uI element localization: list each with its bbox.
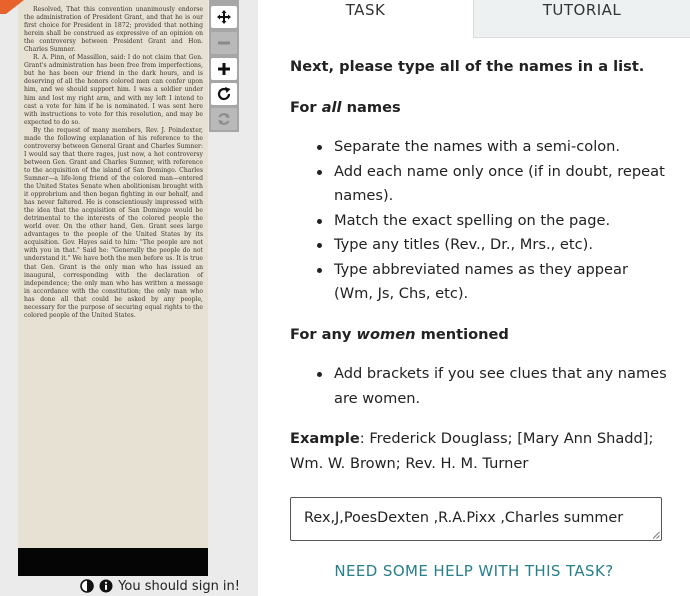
all-names-rules [290, 135, 670, 307]
viewer-footer [0, 576, 258, 596]
list-item: Type any titles (Rev., Dr., Mrs., etc). [290, 233, 670, 258]
contrast-icon[interactable] [80, 579, 94, 593]
women-heading-em: women [356, 325, 416, 343]
list-item: Add brackets if you see clues that any names are women. [290, 362, 670, 411]
minus-icon [216, 35, 232, 51]
task-instructions [290, 55, 670, 476]
task-panel [258, 0, 690, 596]
rotate-button[interactable] [211, 83, 237, 105]
zoom-in-button[interactable] [211, 58, 237, 80]
zoom-out-button[interactable] [211, 32, 237, 54]
tab-tutorial[interactable]: TUTORIAL [474, 0, 690, 38]
scan-bottom-edge [18, 548, 208, 576]
all-names-heading-pre: For [290, 98, 322, 116]
example-label: Example [290, 430, 360, 447]
all-names-heading-em: all [321, 98, 342, 116]
names-input[interactable] [290, 497, 662, 541]
scan-paragraph: Resolved, That this convention unanimously endorse the administration of President Grant, and that he is our first choice for President in 1872; provided that nothing herein shall be construed as expressive of an opinion on the controversy between President Grant and Hon. Charles Sumner. [24, 6, 203, 54]
women-heading [290, 323, 670, 348]
help-link[interactable]: NEED SOME HELP WITH THIS TASK? [334, 562, 614, 580]
women-heading-post: mentioned [415, 325, 509, 343]
names-input-value: Rex,J,PoesDexten ,R.A.Pixx ,Charles summer [304, 510, 624, 526]
example-text: : Frederick Douglass; [Mary Ann Shadd]; Wm. W. Brown; Rev. H. M. Turner [290, 430, 654, 472]
scan-text [18, 0, 208, 320]
tab-task[interactable]: TASK [258, 0, 474, 38]
plus-icon [216, 61, 232, 77]
all-names-heading [290, 96, 670, 121]
resize-grip-icon[interactable] [652, 531, 660, 539]
move-arrows-icon [216, 9, 232, 25]
sign-in-prompt[interactable]: You should sign in! [118, 578, 240, 594]
list-item: Match the exact spelling on the page. [290, 209, 670, 234]
task-question: Next, please type all of the names in a list. [290, 58, 645, 75]
women-heading-pre: For any [290, 325, 357, 343]
newspaper-scan[interactable] [18, 0, 208, 548]
list-item: Separate the names with a semi-colon. [290, 135, 670, 160]
all-names-heading-post: names [341, 98, 401, 116]
tab-bar [258, 0, 690, 38]
women-rules [290, 362, 670, 411]
list-item: Add each name only once (if in doubt, repeat names). [290, 160, 670, 209]
reset-button[interactable] [211, 108, 237, 130]
scan-paragraph: By the request of many members, Rev. J. Poindexter, made the following explanation of his reference to the controversy between General Grant and Charles Sumner: I would say that there rages, just now, a hot controversy between Gen. Grant and Charles Sumner, with reference to the acquisition of the island of San Domingo. Charles Sumner—a life-long friend of the colored man—entered the United States Senate when abolitionism brought with it opprobrium and then began fighting in our behalf, and has never faltered. He is conscientiously impressed with the idea that the acquisition of San Domingo would be detrimental to the interests of the colored people the world over. On the other hand, Gen. Grant sees large advantages to the people of the United States by its acquisition. Gov. Hayes said to him: "The people are not with you in that." Said he: "Generally the people do not understand it." We have both the men before us. It is true that Gen. Grant is the only man who has issued an inaugural, corresponding with the declaration of independence; the only man who has written a message in accordance with the constitution; the only man who has done all that could be asked by any people, necessary for the purpose of securing equal rights to the colored people of the United States. [24, 126, 203, 319]
example [290, 427, 670, 476]
image-viewer [0, 0, 258, 596]
refresh-icon [216, 111, 232, 127]
scan-paragraph: R. A. Pinn, of Massillon, said: I do not claim that Gen. Grant's administration has been free from imperfections, but he has been our friend in the dark hours, and is deserving of all the honors colored men can confer upon him, and we should support him. I was a soldier under him and lost my right arm, and with my left I intend to cast a vote for him if he is nominated. I was sent here with instructions to vote for this resolution, and may be expected to do so. [24, 54, 203, 126]
info-icon[interactable] [99, 579, 113, 593]
viewer-toolbar [209, 0, 239, 132]
flag-icon [0, 0, 24, 14]
rotate-icon [216, 86, 232, 102]
move-button[interactable] [211, 6, 237, 28]
list-item: Type abbreviated names as they appear (Wm, Js, Chs, etc). [290, 258, 670, 307]
